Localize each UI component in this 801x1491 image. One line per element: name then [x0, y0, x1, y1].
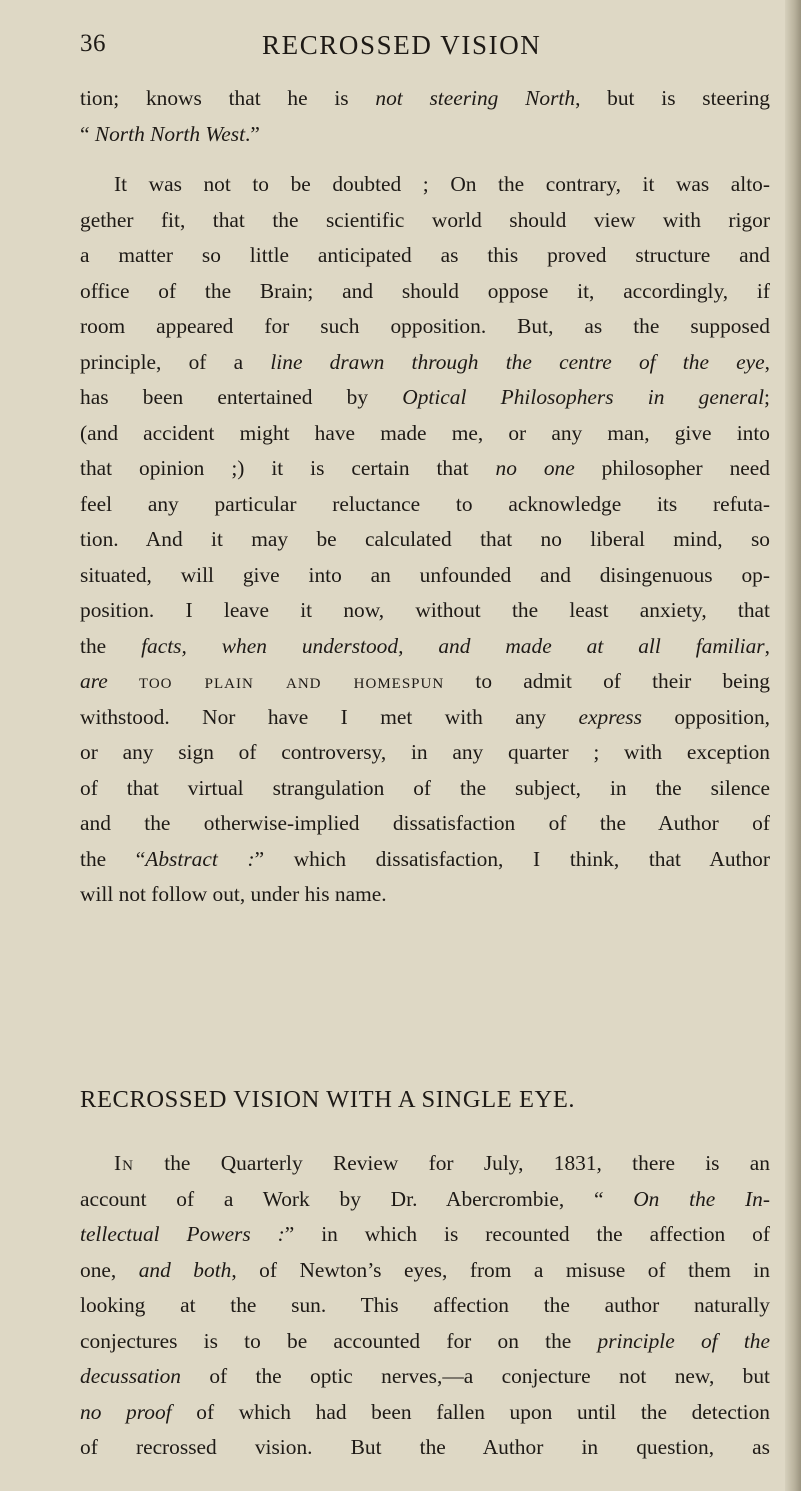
text-line: decussation of the optic nerves,—a conjecture not new, but	[80, 1364, 770, 1388]
text-line: the facts, when understood, and made at all familiar,	[80, 633, 770, 658]
text-line: situated, will give into an unfounded and disingenuous op-	[80, 562, 770, 587]
text-line: office of the Brain; and should oppose it, accordingly, if	[80, 278, 770, 303]
text-line: principle, of a line drawn through the centre of the eye,	[80, 349, 770, 374]
text-line: tion; knows that he is not steering North, but is steering	[80, 86, 770, 110]
text-line: will not follow out, under his name.	[80, 882, 387, 906]
paragraph-3	[80, 1146, 770, 1466]
text-line: In the Quarterly Review for July, 1831, there is an	[114, 1151, 770, 1175]
text-line: gether fit, that the scientific world should view with rigor	[80, 207, 770, 232]
text-line: feel any particular reluctance to acknowledge its refuta-	[80, 491, 770, 516]
section-heading: RECROSSED VISION WITH A SINGLE EYE.	[80, 1086, 576, 1113]
text-line: tellectual Powers :” in which is recounted the affection of	[80, 1222, 770, 1246]
text-line: the “Abstract :” which dissatisfaction, I think, that Author	[80, 846, 770, 871]
page-edge-shadow	[785, 0, 801, 1491]
text-line: account of a Work by Dr. Abercrombie, “ On the In-	[80, 1186, 770, 1211]
text-line: It was not to be doubted ; On the contrary, it was alto-	[114, 172, 770, 196]
text-line: are too plain and homespun to admit of their being	[80, 669, 770, 693]
text-line: of that virtual strangulation of the subject, in the silence	[80, 775, 770, 800]
page-number: 36	[80, 30, 106, 57]
text-line: and the otherwise-implied dissatisfaction of the Author of	[80, 811, 770, 835]
text-line: (and accident might have made me, or any man, give into	[80, 420, 770, 445]
text-line: “ North North West.”	[80, 121, 260, 146]
text-line: room appeared for such opposition. But, as the supposed	[80, 314, 770, 338]
text-line: has been entertained by Optical Philosophers in general;	[80, 385, 770, 409]
text-line: of recrossed vision. But the Author in question, as	[80, 1435, 770, 1459]
paragraph-2	[80, 167, 770, 913]
text-line: no proof of which had been fallen upon until the detection	[80, 1399, 770, 1424]
paragraph-1	[80, 81, 770, 152]
text-line: tion. And it may be calculated that no liberal mind, so	[80, 527, 770, 551]
text-line: a matter so little anticipated as this proved structure and	[80, 243, 770, 267]
text-line: or any sign of controversy, in any quarter ; with exception	[80, 740, 770, 764]
running-head	[80, 30, 770, 70]
text-line: one, and both, of Newton’s eyes, from a misuse of them in	[80, 1257, 770, 1282]
text-line: conjectures is to be accounted for on the principle of the	[80, 1328, 770, 1353]
text-line: position. I leave it now, without the least anxiety, that	[80, 598, 770, 622]
running-title: RECROSSED VISION	[262, 30, 542, 60]
text-line: withstood. Nor have I met with any express opposition,	[80, 704, 770, 729]
text-line: looking at the sun. This affection the author naturally	[80, 1293, 770, 1317]
text-line: that opinion ;) it is certain that no one philosopher need	[80, 456, 770, 480]
opening-word: In	[114, 1151, 134, 1175]
